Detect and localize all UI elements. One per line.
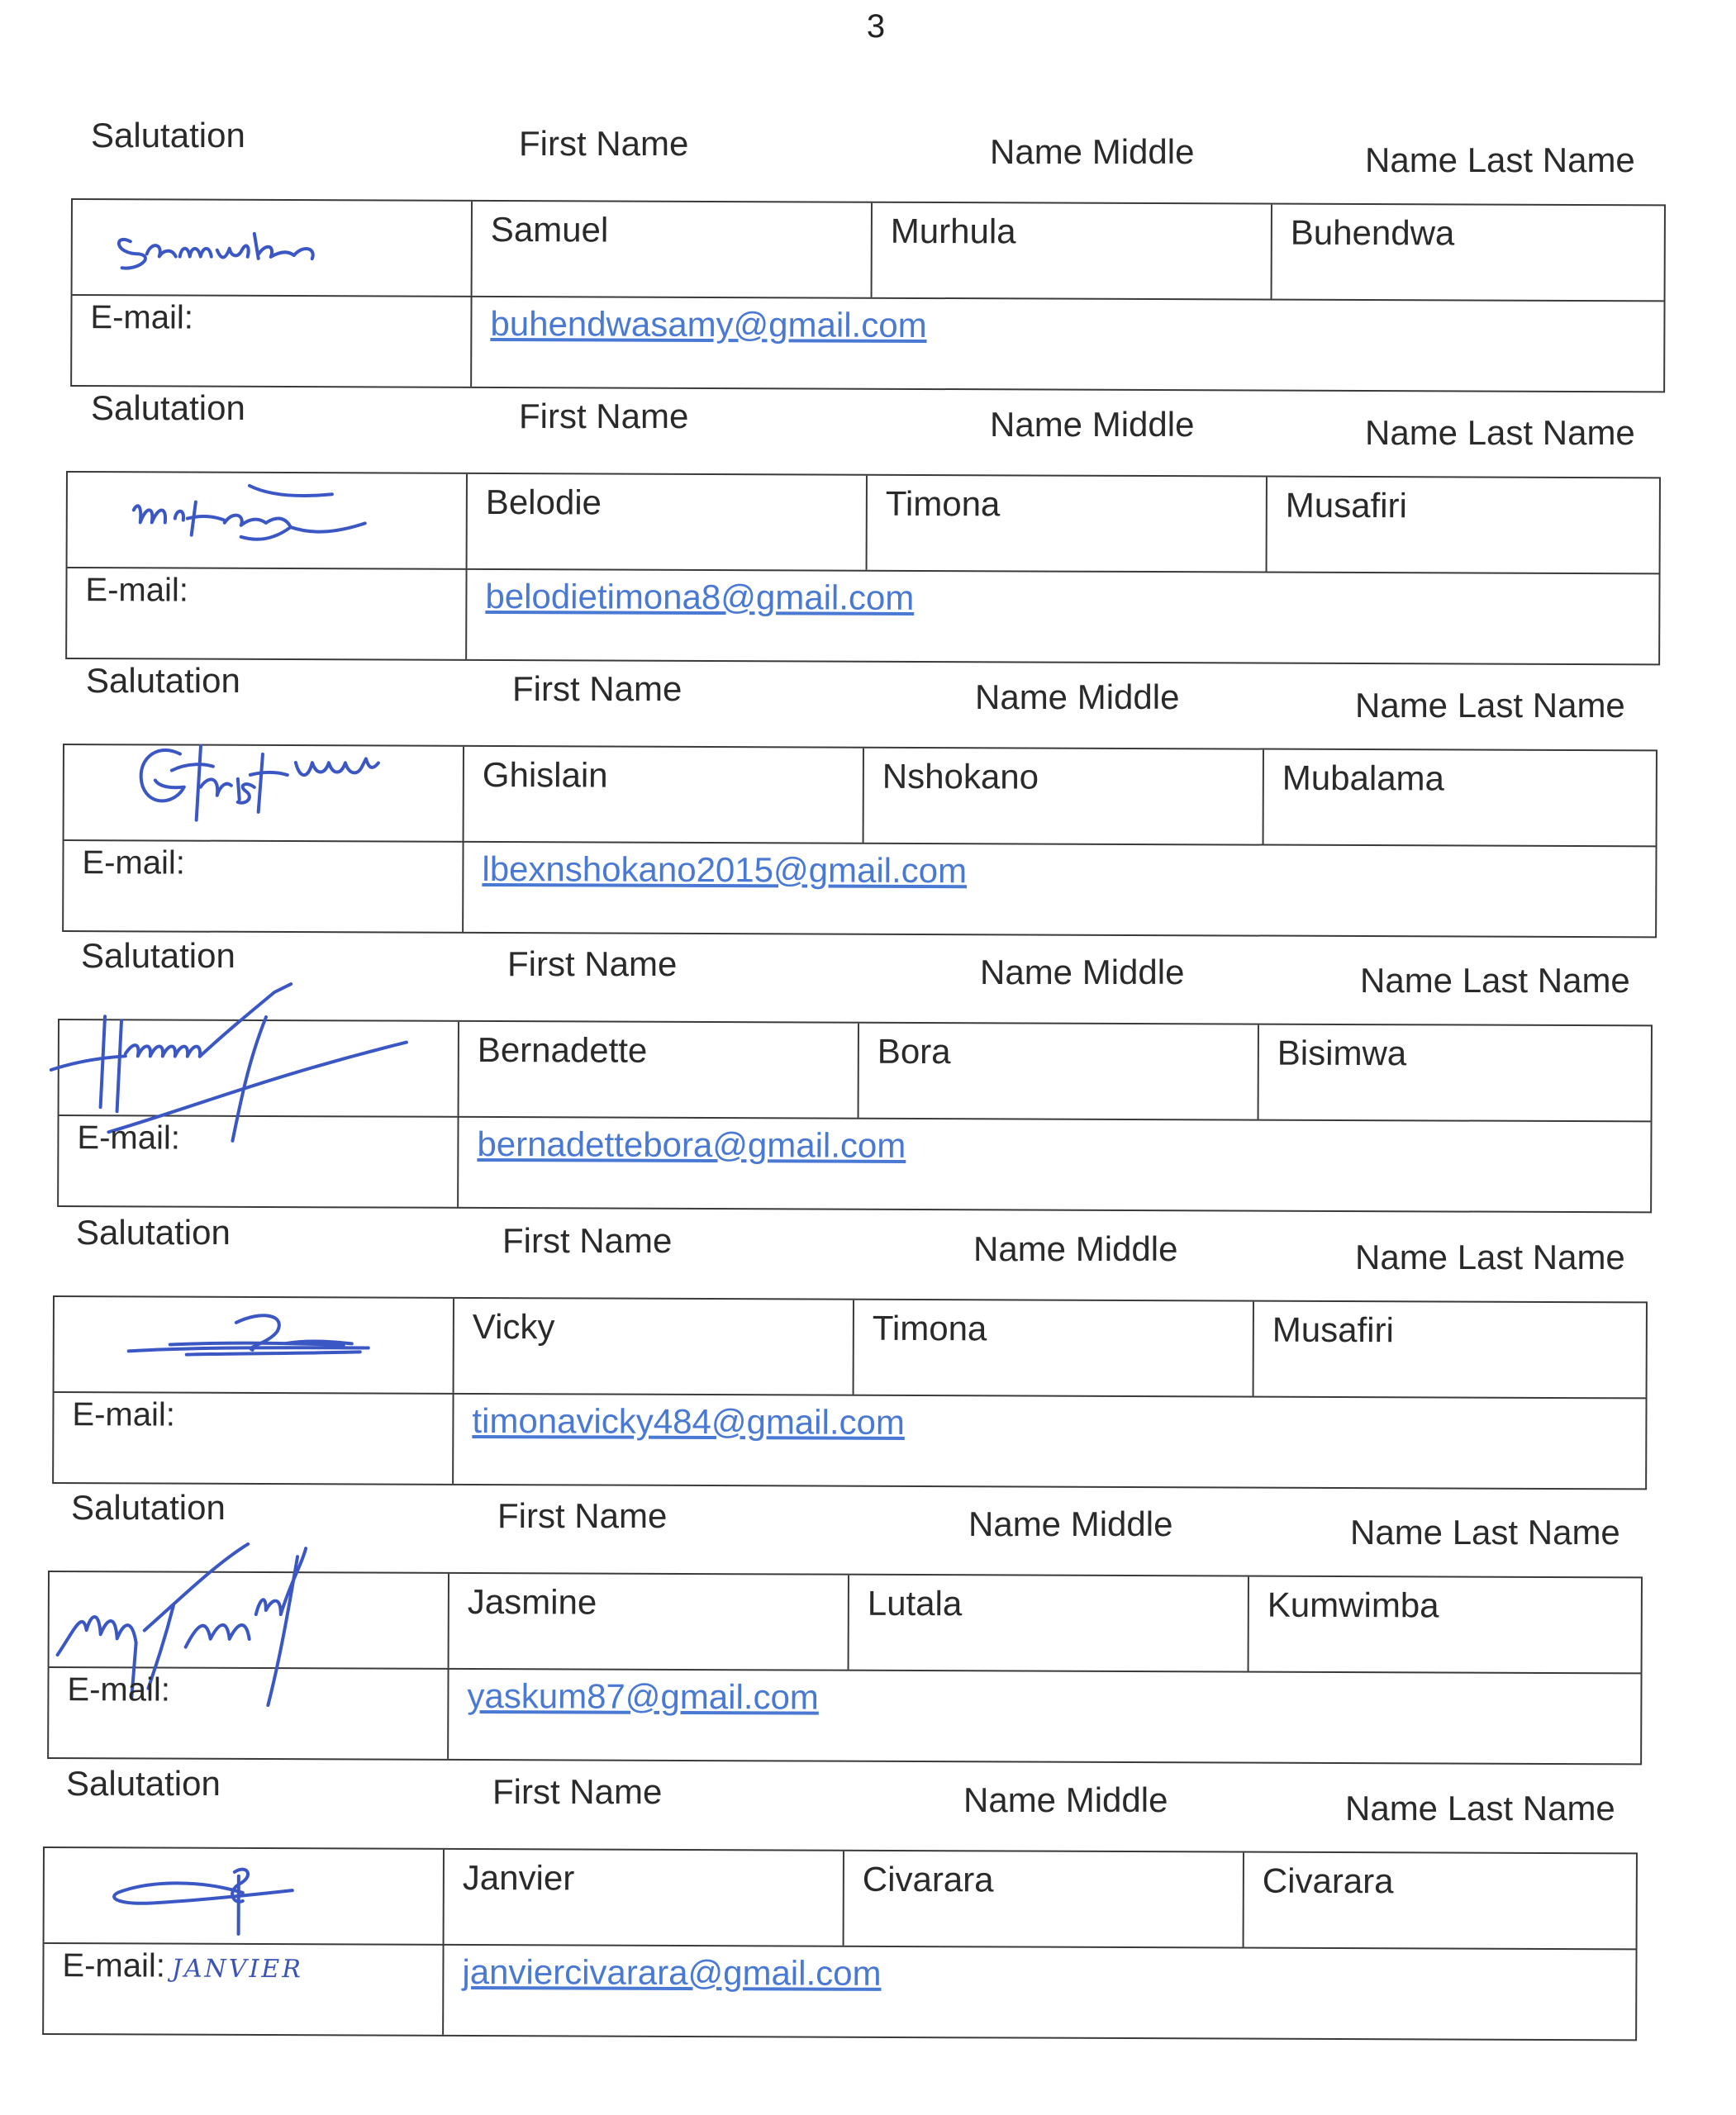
- last-name-header: Name Last Name: [1365, 413, 1635, 452]
- middle-name-header: Name Middle: [963, 1780, 1168, 1819]
- first-name-header: First Name: [502, 1221, 673, 1260]
- first-name-value: Jasmine: [467, 1581, 597, 1622]
- salutation-header: Salutation: [71, 1488, 226, 1527]
- middle-name-header: Name Middle: [975, 677, 1180, 716]
- email-label: E-mail:: [67, 1671, 170, 1709]
- middle-name-value: Murhula: [890, 211, 1016, 251]
- salutation-header: Salutation: [91, 388, 245, 427]
- participant-entry: [0, 661, 1736, 936]
- first-name-header: First Name: [519, 124, 689, 163]
- signature-cell: [73, 200, 473, 296]
- middle-name-value: Bora: [877, 1031, 951, 1072]
- email-label-text: E-mail:: [62, 1947, 165, 1984]
- middle-name-header: Name Middle: [990, 405, 1195, 444]
- participant-entry: [0, 936, 1736, 1211]
- middle-name-value: Civarara: [862, 1859, 994, 1899]
- email-link[interactable]: yaskum87@gmail.com: [467, 1675, 819, 1717]
- signature-cell: [68, 473, 468, 568]
- first-name-value: Samuel: [490, 209, 609, 250]
- participant-entry: [0, 1213, 1736, 1488]
- salutation-header: Salutation: [66, 1764, 221, 1803]
- participant-table: [57, 1019, 1653, 1213]
- salutation-header: Salutation: [76, 1213, 231, 1252]
- last-name-header: Name Last Name: [1365, 140, 1635, 179]
- last-name-value: Mubalama: [1282, 758, 1445, 798]
- first-name-value: Bernadette: [477, 1029, 648, 1070]
- participant-table: [65, 471, 1661, 665]
- middle-name-header: Name Middle: [990, 132, 1195, 171]
- last-name-value: Kumwimba: [1267, 1585, 1439, 1625]
- last-name-header: Name Last Name: [1355, 686, 1625, 725]
- last-name-value: Civarara: [1262, 1861, 1394, 1901]
- email-label: E-mail:: [85, 572, 188, 609]
- salutation-header: Salutation: [91, 116, 245, 154]
- participant-entry: [0, 388, 1736, 663]
- participant-entry: [0, 1488, 1736, 1763]
- first-name-header: First Name: [519, 397, 689, 435]
- middle-name-value: Lutala: [867, 1583, 963, 1623]
- first-name-header: First Name: [497, 1496, 668, 1535]
- email-label: E-mail:: [82, 844, 185, 882]
- email-link[interactable]: janviercivarara@gmail.com: [462, 1951, 882, 1993]
- middle-name-header: Name Middle: [968, 1504, 1173, 1543]
- email-link[interactable]: buhendwasamy@gmail.com: [490, 303, 927, 345]
- participant-table: [42, 1846, 1638, 2041]
- last-name-header: Name Last Name: [1345, 1789, 1615, 1827]
- participant-table: [62, 744, 1658, 938]
- participant-table: [47, 1571, 1643, 1765]
- first-name-value: Belodie: [485, 482, 602, 522]
- last-name-value: Musafiri: [1285, 485, 1407, 525]
- middle-name-header: Name Middle: [980, 953, 1185, 991]
- first-name-header: First Name: [512, 669, 683, 708]
- first-name-value: Vicky: [472, 1306, 555, 1347]
- participant-table: [52, 1295, 1648, 1490]
- salutation-header: Salutation: [86, 661, 240, 700]
- participant-entry: [0, 1764, 1736, 2039]
- middle-name-value: Timona: [872, 1308, 987, 1348]
- email-label: E-mail:: [72, 1396, 175, 1433]
- first-name-value: Ghislain: [482, 754, 608, 795]
- participant-entry: [0, 116, 1736, 391]
- first-name-value: Janvier: [462, 1857, 575, 1898]
- email-link[interactable]: belodietimona8@gmail.com: [485, 576, 915, 617]
- email-link[interactable]: lbexnshokano2015@gmail.com: [482, 848, 968, 891]
- last-name-value: Buhendwa: [1290, 212, 1455, 253]
- participant-table: [70, 198, 1666, 392]
- email-link[interactable]: bernadettebora@gmail.com: [477, 1124, 906, 1165]
- middle-name-value: Nshokano: [882, 756, 1039, 796]
- last-name-value: Bisimwa: [1277, 1033, 1407, 1073]
- email-label: E-mail:: [77, 1119, 180, 1157]
- middle-name-header: Name Middle: [973, 1229, 1178, 1268]
- page-number: 3: [866, 8, 886, 45]
- signature-cell: [50, 1572, 449, 1668]
- signature-icon: [122, 729, 403, 837]
- handwritten-name: JANVIER: [171, 1954, 303, 1984]
- signature-cell: [59, 1020, 459, 1116]
- first-name-header: First Name: [507, 944, 678, 983]
- signature-icon: [126, 477, 390, 560]
- signature-icon: [121, 1301, 402, 1376]
- signature-icon: [106, 208, 337, 283]
- first-name-header: First Name: [492, 1772, 663, 1811]
- email-link[interactable]: timonavicky484@gmail.com: [472, 1400, 905, 1442]
- email-label: E-mail:: [90, 299, 193, 336]
- last-name-header: Name Last Name: [1355, 1238, 1625, 1276]
- email-label: [62, 1947, 303, 1985]
- signature-cell: [55, 1297, 454, 1393]
- last-name-header: Name Last Name: [1350, 1513, 1620, 1552]
- signature-cell: [64, 745, 464, 841]
- salutation-header: Salutation: [81, 936, 235, 975]
- signature-icon: [102, 1855, 317, 1946]
- signature-cell: [45, 1848, 445, 1944]
- last-name-value: Musafiri: [1272, 1309, 1394, 1350]
- last-name-header: Name Last Name: [1360, 961, 1630, 1000]
- middle-name-value: Timona: [885, 483, 1001, 524]
